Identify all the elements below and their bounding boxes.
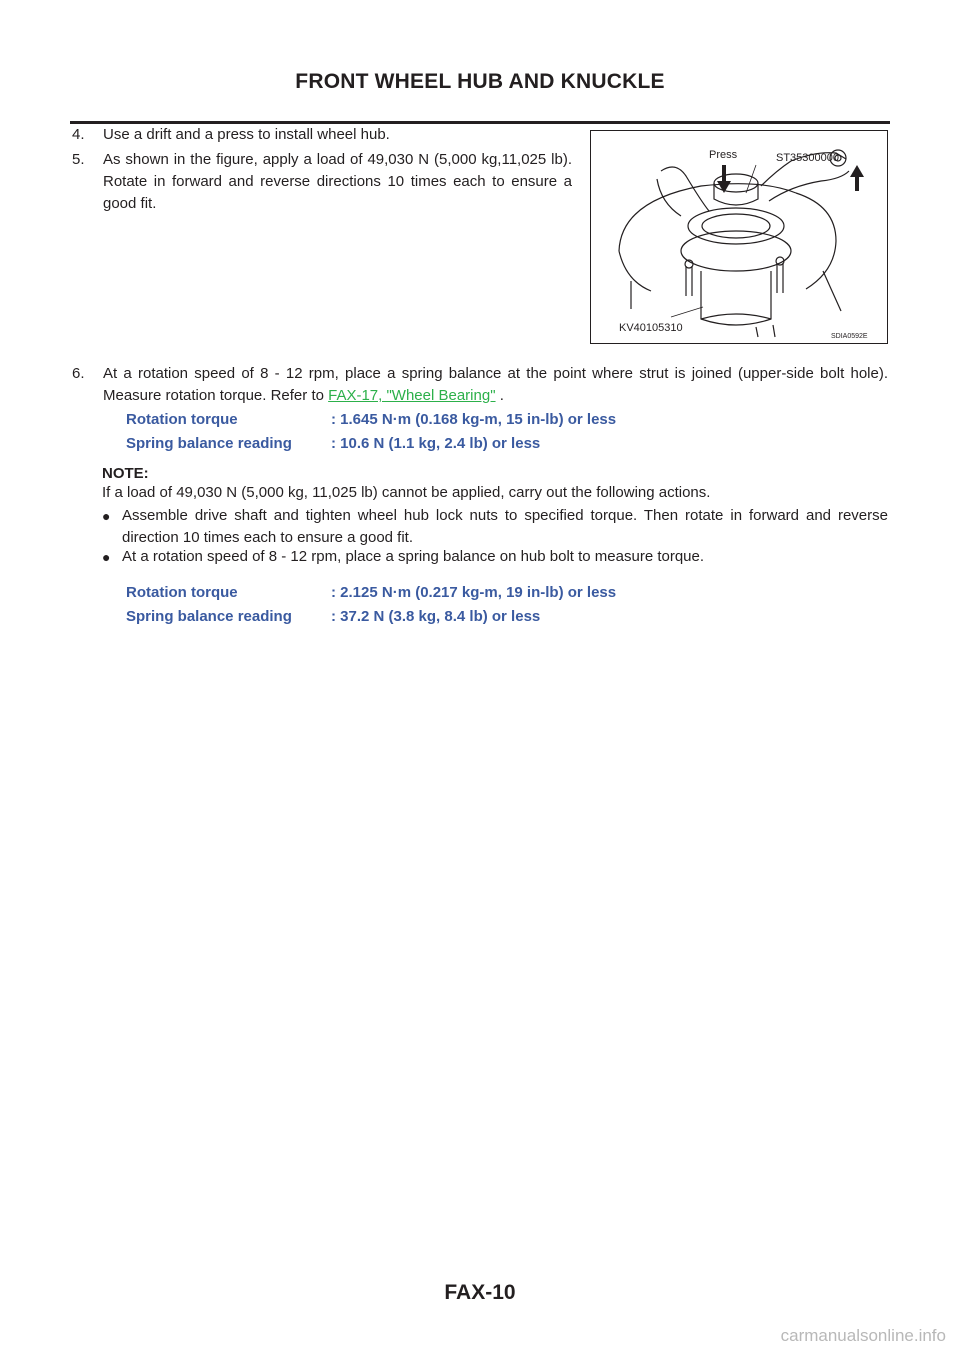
step-4 xyxy=(72,124,572,146)
spec-row xyxy=(126,408,616,432)
step-text: At a rotation speed of 8 - 12 rpm, place a spring balance at the point where strut is joined (upper-side bolt hole). Measure rotation torque. Refer to FAX-17, "Wheel Bearing" . xyxy=(103,365,888,404)
spec-value: : 1.645 N·m (0.168 kg-m, 15 in-lb) or less xyxy=(331,411,617,428)
note-bullet-1 xyxy=(102,505,888,549)
step-text: As shown in the figure, apply a load of 49,030 N (5,000 kg,11,025 lb). Rotate in forward and reverse directions 10 times each to ensure a good fit. xyxy=(103,151,572,212)
note-heading: NOTE: xyxy=(102,465,149,482)
note-bullet-2 xyxy=(102,546,888,568)
spec-value: : 2.125 N·m (0.217 kg-m, 19 in-lb) or less xyxy=(331,584,617,601)
bullet-text: At a rotation speed of 8 - 12 rpm, place a spring balance on hub bolt to measure torque. xyxy=(122,548,705,565)
bullet-icon: ● xyxy=(102,549,111,565)
step-number: 5. xyxy=(72,151,85,168)
press-arrow-up-icon xyxy=(850,165,864,177)
tool-label-bottom: KV40105310 xyxy=(619,322,683,334)
note-text: If a load of 49,030 N (5,000 kg, 11,025 lb) cannot be applied, carry out the following actions. xyxy=(102,484,711,501)
spec-value: : 37.2 N (3.8 kg, 8.4 lb) or less xyxy=(331,608,541,625)
step-6 xyxy=(72,363,888,407)
knuckle-press-illustration xyxy=(591,131,887,343)
bullet-icon: ● xyxy=(102,508,111,524)
figure-id: SDIA0592E xyxy=(831,333,868,340)
step-number: 4. xyxy=(72,126,85,143)
spec-table-2 xyxy=(126,581,616,629)
tool-label-top: ST35300000 xyxy=(776,152,839,164)
reference-link-fax-17[interactable]: FAX-17, "Wheel Bearing" xyxy=(328,387,496,404)
page-number: FAX-10 xyxy=(444,1281,516,1304)
step-5 xyxy=(72,149,572,215)
spec-row xyxy=(126,432,616,456)
spec-row xyxy=(126,605,616,629)
spec-row xyxy=(126,581,616,605)
bullet-text: Assemble drive shaft and tighten wheel hub lock nuts to specified torque. Then rotate in forward and reverse direction 10 times each to ensure a good fit. xyxy=(122,507,888,546)
press-label: Press xyxy=(709,149,738,161)
spec-label: Spring balance reading xyxy=(126,608,292,625)
watermark: carmanualsonline.info xyxy=(780,1326,946,1345)
wheel-hub-press-figure xyxy=(590,130,888,344)
spec-value: : 10.6 N (1.1 kg, 2.4 lb) or less xyxy=(331,435,541,452)
step-number: 6. xyxy=(72,365,85,382)
spec-table-1 xyxy=(126,408,616,456)
page-title: FRONT WHEEL HUB AND KNUCKLE xyxy=(295,70,665,93)
spec-label: Rotation torque xyxy=(126,584,238,601)
spec-label: Rotation torque xyxy=(126,411,238,428)
spec-label: Spring balance reading xyxy=(126,435,292,452)
step-text: Use a drift and a press to install wheel hub. xyxy=(103,126,390,143)
